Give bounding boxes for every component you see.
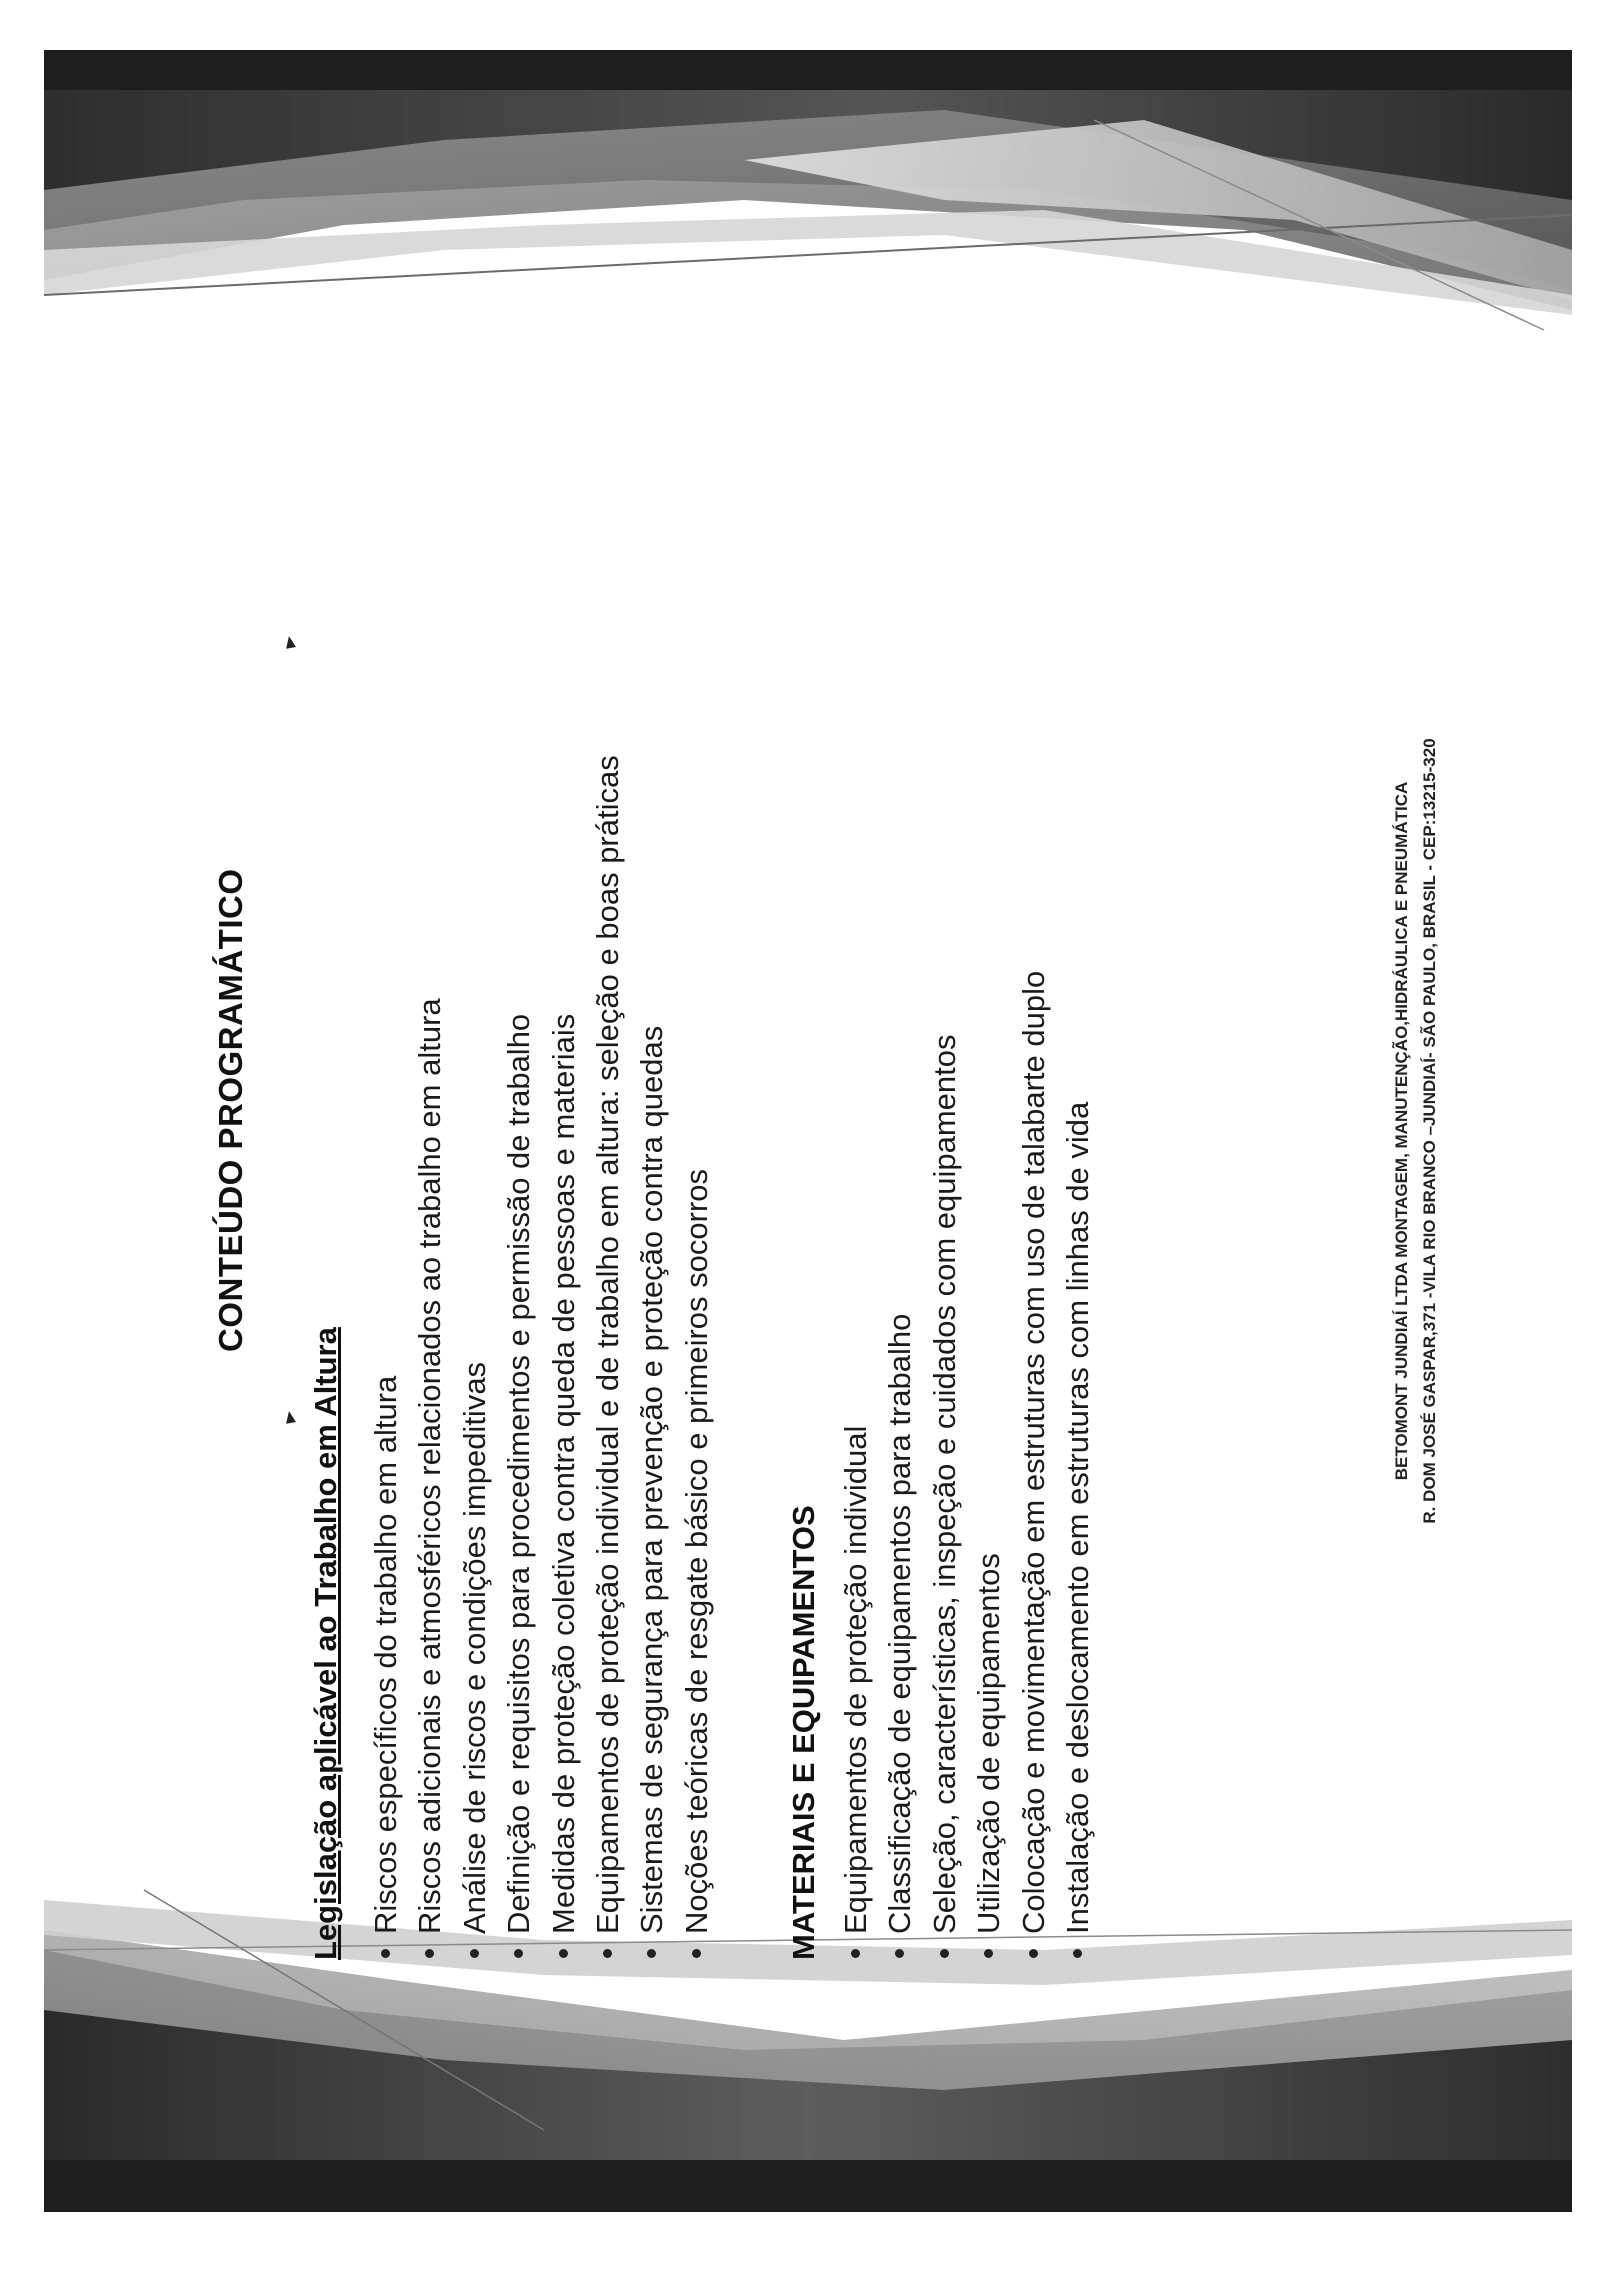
list-item-text: Sistemas de segurança para prevenção e proteção contra quedas bbox=[634, 1025, 670, 1934]
bullet-list-legislacao bbox=[364, 755, 719, 1960]
list-item-text: Colocação e movimentação em estruturas com uso de talabarte duplo bbox=[1015, 970, 1051, 1934]
list-item bbox=[453, 755, 497, 1960]
list-item bbox=[497, 755, 541, 1960]
list-item bbox=[923, 971, 967, 1960]
bullet-dot-icon bbox=[647, 1949, 656, 1958]
list-item bbox=[834, 971, 878, 1960]
list-item-text: Utilização de equipamentos bbox=[971, 1553, 1007, 1934]
bullet-dot-icon bbox=[470, 1949, 479, 1958]
list-item bbox=[878, 971, 922, 1960]
bullet-dot-icon bbox=[984, 1949, 993, 1958]
bullet-dot-icon bbox=[514, 1949, 523, 1958]
list-item bbox=[364, 755, 408, 1960]
list-item-text: Definição e requisitos para procedimentos e permissão de trabalho bbox=[501, 1013, 537, 1934]
list-item bbox=[586, 755, 630, 1960]
list-item-text: Classificação de equipamentos para trabalho bbox=[882, 1313, 918, 1934]
section-heading-legislacao: Legislação aplicável ao Trabalho em Altura bbox=[308, 1327, 343, 1960]
list-item-text: Riscos específicos do trabalho em altura bbox=[368, 1375, 403, 1934]
bullet-dot-icon bbox=[692, 1949, 701, 1958]
list-item-text: Noções teóricas de resgate básico e primeiros socorros bbox=[678, 1168, 714, 1934]
bullet-dot-icon bbox=[381, 1949, 390, 1958]
scan-mark-icon bbox=[284, 1410, 296, 1424]
scan-mark-icon bbox=[284, 635, 296, 649]
section-heading-materiais: MATERIAIS E EQUIPAMENTOS bbox=[786, 1505, 821, 1960]
list-item bbox=[1012, 971, 1056, 1960]
slide-rotated bbox=[44, 50, 1572, 2212]
footer-address: R. DOM JOSÉ GASPAR,371 -VILA RIO BRANCO –JUNDIAÍ- SÃO PAULO, BRASIL - CEP:13215-320 bbox=[1420, 738, 1439, 1524]
list-item-text: Riscos adicionais e atmosféricos relacionados ao trabalho em altura bbox=[412, 998, 448, 1934]
list-item bbox=[675, 755, 719, 1960]
bullet-dot-icon bbox=[1029, 1949, 1038, 1958]
list-item-text: Seleção, características, inspeção e cuidados com equipamentos bbox=[926, 1034, 962, 1934]
bullet-dot-icon bbox=[1073, 1949, 1082, 1958]
bullet-list-materiais bbox=[834, 971, 1100, 1960]
bullet-dot-icon bbox=[603, 1949, 612, 1958]
footer-company: BETOMONT JUNDIAÍ LTDA MONTAGEM, MANUTENÇÃO,HIDRÁULICA E PNEUMÁTICA bbox=[1392, 781, 1411, 1481]
list-item-text: Análise de riscos e condições impeditivas bbox=[456, 1361, 492, 1934]
bullet-dot-icon bbox=[851, 1949, 860, 1958]
list-item-text: Instalação e deslocamento em estruturas com linhas de vida bbox=[1060, 1101, 1096, 1934]
list-item bbox=[967, 971, 1011, 1960]
bullet-dot-icon bbox=[895, 1949, 904, 1958]
bullet-dot-icon bbox=[559, 1949, 568, 1958]
list-item-text: Equipamentos de proteção individual bbox=[838, 1425, 873, 1934]
bullet-dot-icon bbox=[940, 1949, 949, 1958]
list-item bbox=[408, 755, 452, 1960]
list-item-text: Equipamentos de proteção individual e de trabalho em altura: seleção e boas práticas bbox=[590, 755, 626, 1934]
slide-content bbox=[44, 50, 1572, 2212]
bullet-dot-icon bbox=[425, 1949, 434, 1958]
list-item bbox=[1056, 971, 1100, 1960]
list-item-text: Medidas de proteção coletiva contra queda de pessoas e materiais bbox=[545, 1013, 581, 1934]
list-item bbox=[542, 755, 586, 1960]
list-item bbox=[630, 755, 674, 1960]
slide-title: CONTEÚDO PROGRAMÁTICO bbox=[212, 868, 249, 1352]
